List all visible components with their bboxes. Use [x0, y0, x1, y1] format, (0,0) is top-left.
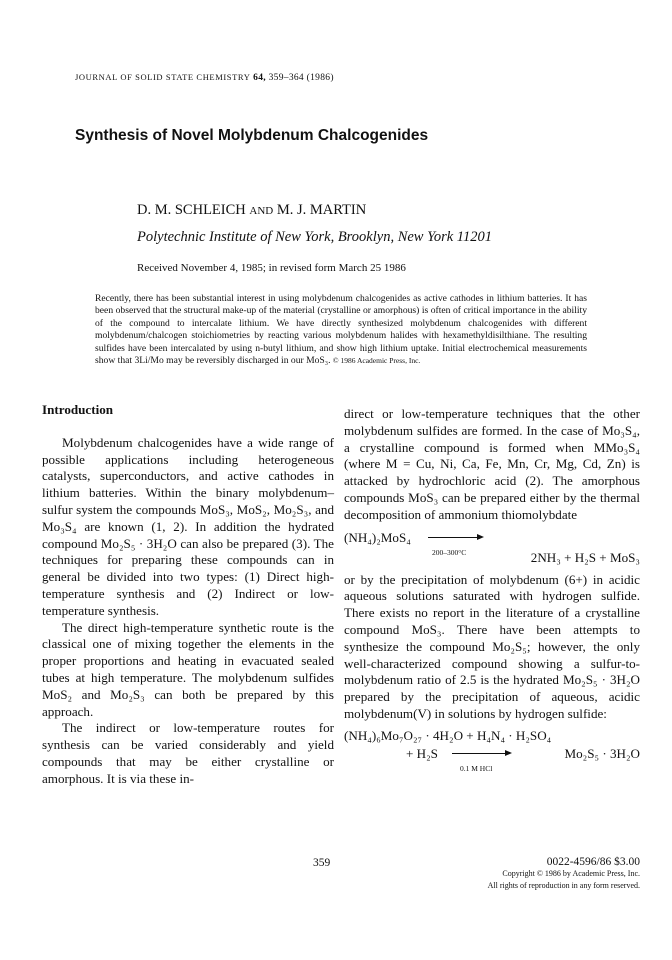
- copyright-line-1: Copyright © 1986 by Academic Press, Inc.: [502, 869, 640, 878]
- equation-2: [344, 727, 640, 773]
- copyright-line-2: All rights of reproduction in any form reserved.: [487, 881, 640, 890]
- equation-2-line-1: (NH₄)₆Mo₇O₂₇ · 4H₂O + H₄N₄ · H₂SO₄: [344, 727, 552, 743]
- copyright-block: [488, 856, 640, 892]
- paragraph: direct or low-temperature techniques that the other molybdenum sulfides are formed. In the case of Mo₃S₄, a crystalline compound is formed when MMo₃S₄ (where M = Cu, Ni, Ca, Fe, Mn, Cr, Mg, Cd, Zn) is attacked by hydrochloric acid (2). The amorphous compounds MoS₃ can be prepared either by the thermal decomposition of ammonium thiomolybdate: [344, 406, 640, 522]
- received-dates: Received November 4, 1985; in revised form March 25 1986: [137, 262, 406, 274]
- right-column: [344, 406, 640, 773]
- paragraph: The indirect or low-temperature routes for synthesis can be varied considerably and yield compounds that may be either crystalline or amorphous. It is via these in-: [42, 720, 334, 786]
- left-column: [42, 402, 334, 788]
- article-code: 0022-4596/86 $3.00: [546, 856, 640, 868]
- equation-1: [344, 528, 640, 572]
- author-and: AND: [249, 205, 274, 217]
- article-title: Synthesis of Novel Molybdenum Chalcogenides: [75, 127, 429, 144]
- journal-citation: [75, 72, 334, 83]
- reaction-arrow-icon: [428, 533, 484, 543]
- equation-1-condition: 200–300°C: [432, 547, 467, 557]
- abstract: [95, 293, 587, 367]
- journal-pages: 359–364 (1986): [268, 73, 334, 83]
- affiliation: Polytechnic Institute of New York, Brooklyn, New York 11201: [137, 229, 492, 245]
- author-2: M. J. MARTIN: [276, 202, 367, 218]
- paragraph: The direct high-temperature synthetic route is the classical one of mixing together the elements in the proper proportions and heating in evacuated sealed tubes at high temperature. The molybdenum sulfides MoS₂ and Mo₂S₃ can both be prepared by this approach.: [42, 619, 334, 719]
- equation-1-rhs: 2NH₃ + H₂S + MoS₃: [530, 549, 640, 565]
- section-heading-introduction: Introduction: [42, 402, 114, 417]
- equation-2-rhs: Mo₂S₅ · 3H₂O: [564, 745, 640, 761]
- journal-name: JOURNAL OF SOLID STATE CHEMISTRY: [75, 72, 251, 82]
- paragraph: Molybdenum chalcogenides have a wide range of possible applications including heterogeneous catalysts, superconductors, and active cathodes in lithium batteries. Within the binary molybdenum–sulfur system the compounds MoS₃, MoS₂, Mo₂S₃, and Mo₃S₄ are known (1, 2). In addition the hydrated compound Mo₂S₅ · 3H₂O can also be prepared (3). The techniques for preparing these compounds can in general be divided into two types: (1) Direct high-temperature synthesis and (2) Indirect or low-temperature synthesis.: [42, 434, 334, 618]
- reaction-arrow-icon: [452, 749, 512, 759]
- abstract-copyright: © 1986 Academic Press, Inc.: [332, 356, 421, 366]
- authors: [137, 202, 366, 219]
- equation-2-condition: 0.1 M HCl: [460, 763, 493, 773]
- author-1: D. M. SCHLEICH: [137, 202, 246, 218]
- journal-volume: 64,: [253, 73, 266, 83]
- abstract-text: Recently, there has been substantial interest in using molybdenum chalcogenides as active cathodes in lithium batteries. It has been observed that the structural make-up of the material (crystalline or amorphous) is often of critical importance in the ability of the compound to intercalate lithium. We have directly synthesized molybdenum chalcogenides with different molybdenum/chalcogen stoichiometries by reacting various molybdenum halides with hexamethyldisilthiane. The resulting sulfides have been intercalated by using n-butyl lithium, and show high lithium uptake. Initial electrochemical measurements show that 3Li/Mo may be reversibly discharged in our MoS₃.: [95, 293, 587, 367]
- paragraph: or by the precipitation of molybdenum (6+) in acidic aqueous solutions saturated with hydrogen sulfide. There exists no report in the literature of a crystalline compound MoS₃. There have been attempts to synthesize the compound Mo₂S₅; however, the only well-characterized compound showing a sulfur-to-molybdenum ratio of 2.5 is the hydrated Mo₂S₅ · 3H₂O prepared by the precipitation of aqueous, acidic molybdenum(V) in solutions by hydrogen sulfide:: [344, 571, 640, 721]
- equation-2-lhs: + H₂S: [406, 745, 438, 761]
- equation-1-lhs: (NH₄)₂MoS₄: [344, 529, 411, 545]
- page-number: 359: [313, 857, 331, 869]
